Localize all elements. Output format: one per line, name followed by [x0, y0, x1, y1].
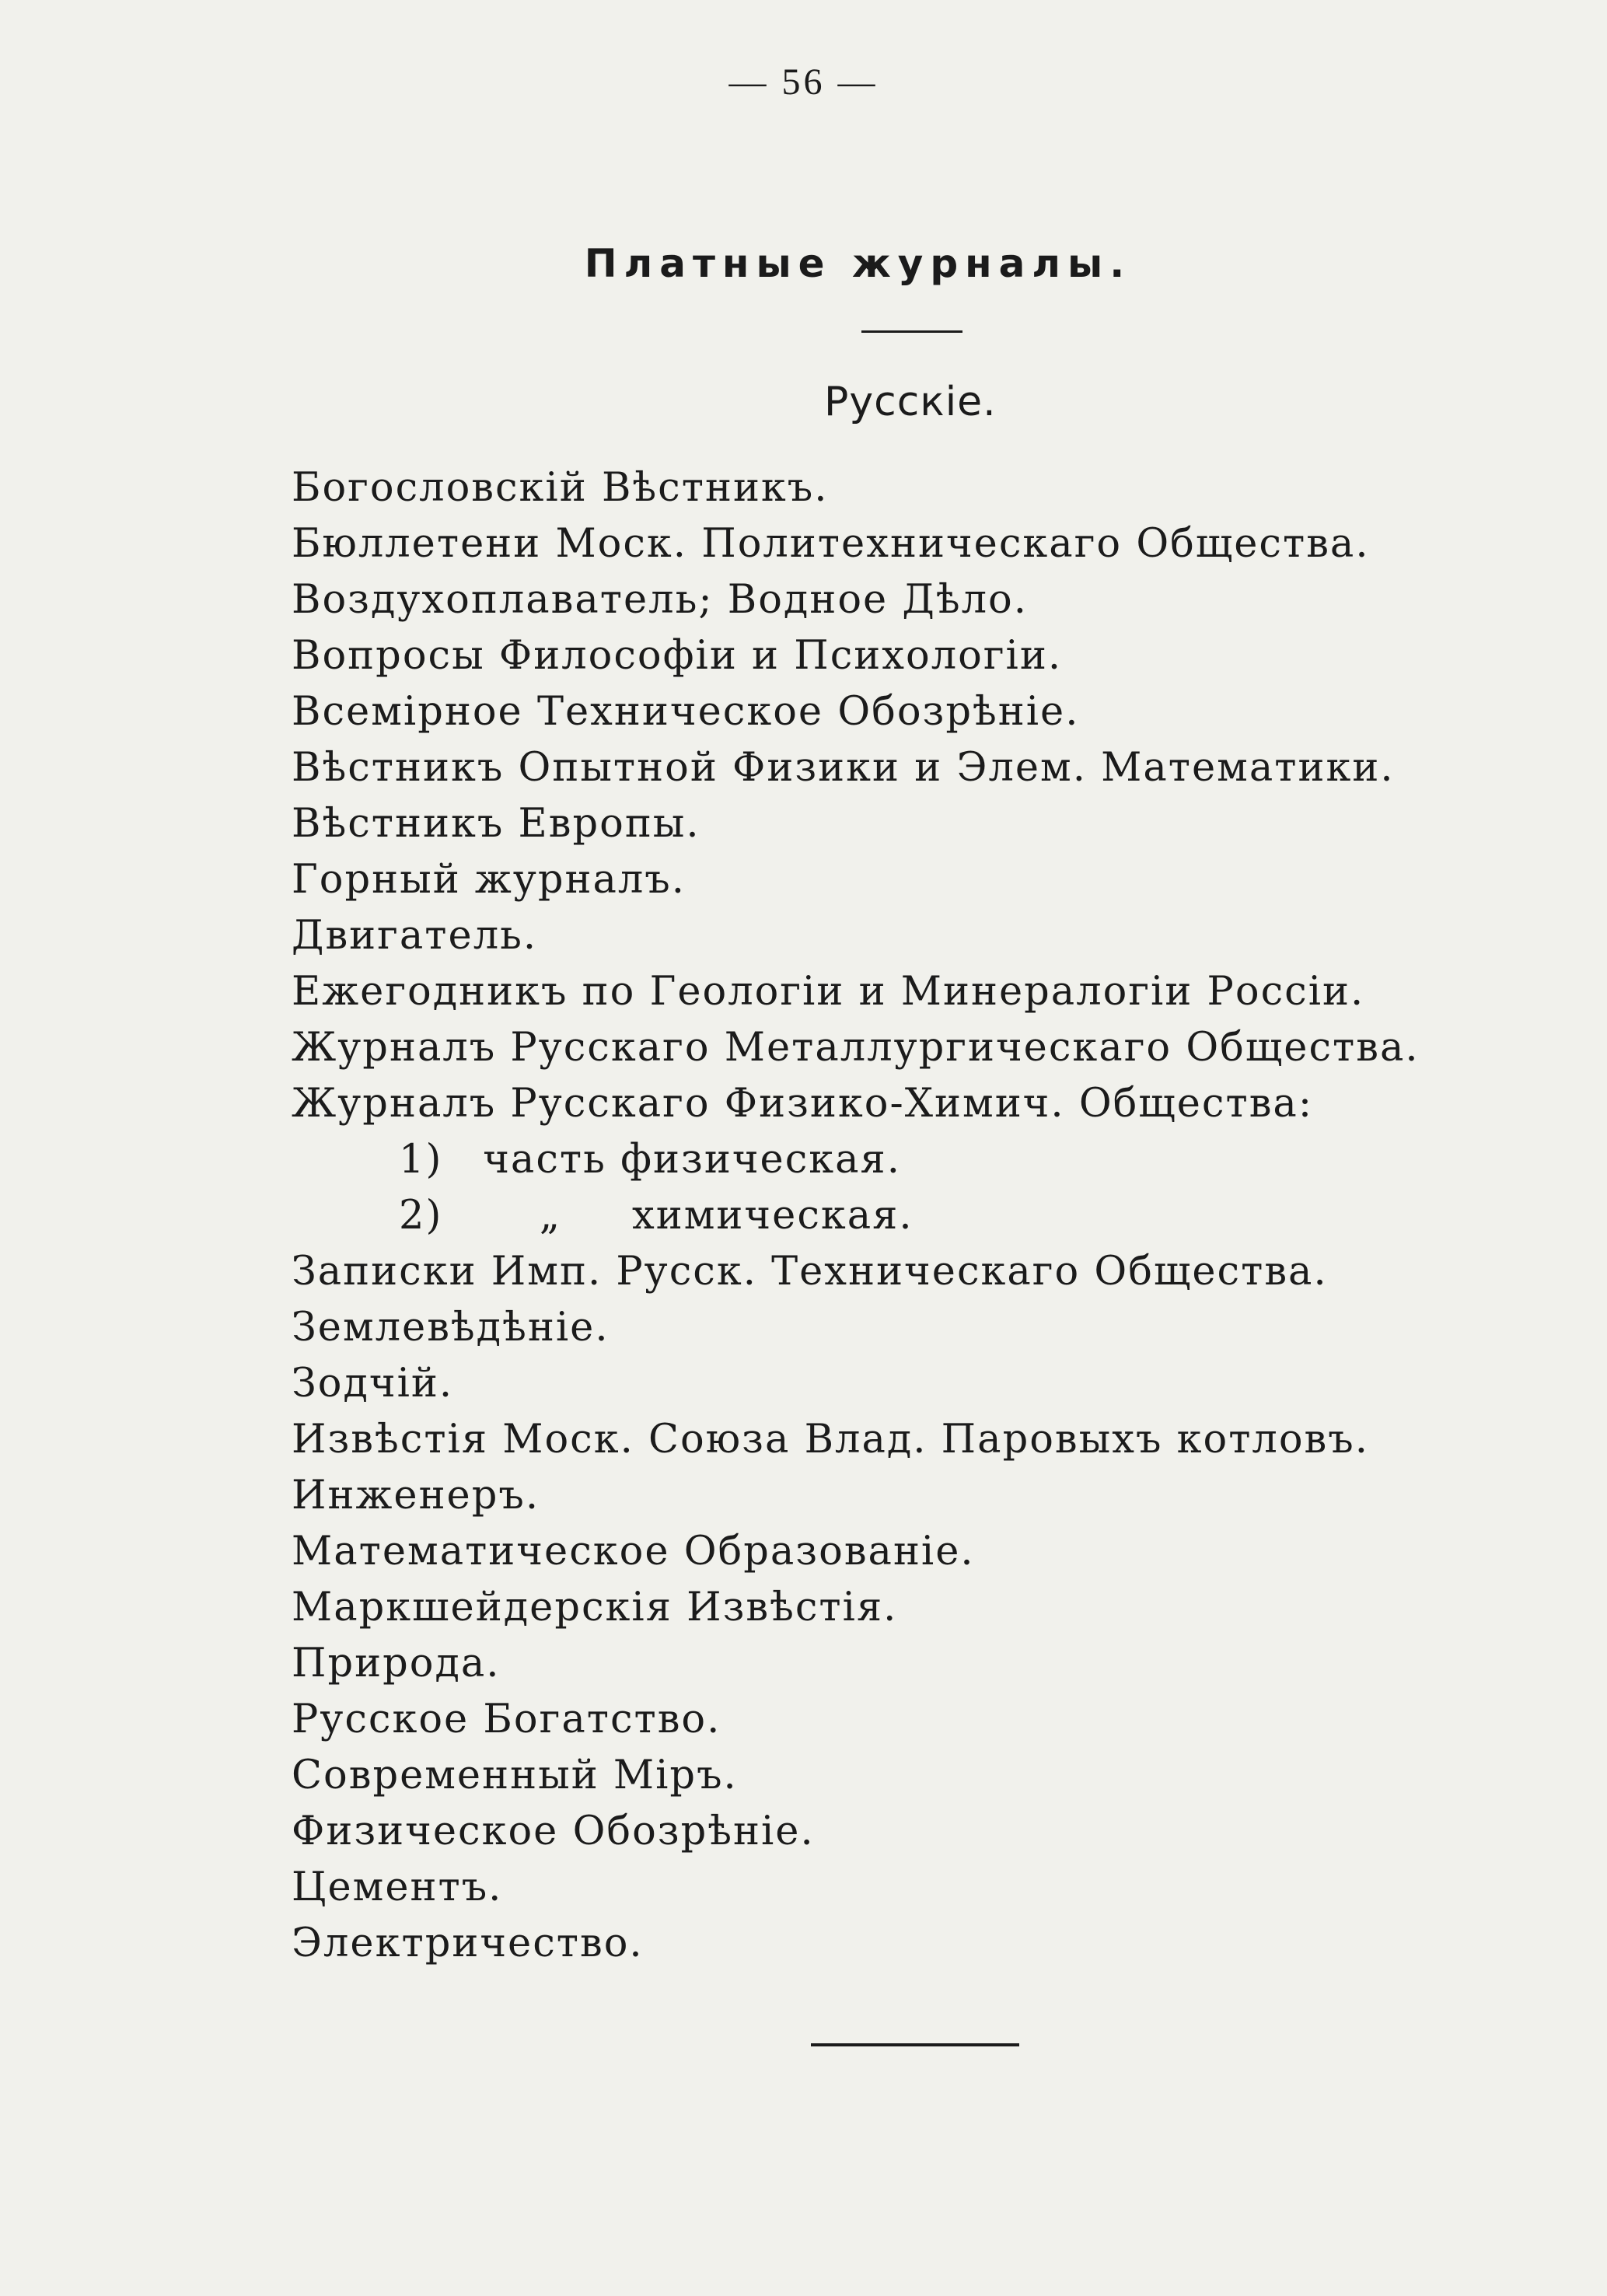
- sub-list-item: [292, 1132, 1574, 1188]
- list-item: Маркшейдерскія Извѣстія.: [292, 1585, 898, 1630]
- list-item: Зодчій.: [292, 1361, 454, 1407]
- list-item: Бюллетени Моск. Политехническаго Общества.: [292, 521, 1370, 567]
- list-item: Ежегодникъ по Геологіи и Минералогіи Россіи.: [292, 969, 1365, 1015]
- list-item: Извѣстія Моск. Союза Влад. Паровыхъ котловъ.: [292, 1417, 1369, 1463]
- list-item: Журналъ Русскаго Физико-Химич. Общества:: [292, 1081, 1314, 1127]
- ditto-mark: „: [539, 1193, 562, 1239]
- section-heading: Русскіе.: [824, 379, 997, 425]
- list-item: Инженеръ.: [292, 1473, 540, 1518]
- list-item: Цементъ.: [292, 1864, 503, 1910]
- list-item: Математическое Образованіе.: [292, 1529, 975, 1574]
- list-item: Двигатель.: [292, 913, 538, 959]
- list-item: Землевѣдѣніе.: [292, 1305, 610, 1351]
- journal-list: [292, 460, 1574, 1972]
- list-item: Вѣстникъ Европы.: [292, 801, 700, 847]
- title-divider: [861, 330, 962, 333]
- list-item: Современный Міръ.: [292, 1753, 738, 1798]
- list-item: Воздухоплаватель; Водное Дѣло.: [292, 577, 1028, 623]
- list-item: Электричество.: [292, 1920, 644, 1966]
- list-item: Всемірное Техническое Обозрѣніе.: [292, 689, 1080, 735]
- sub-item-text: химическая.: [632, 1193, 914, 1239]
- list-item: Журналъ Русскаго Металлургическаго Общества.: [292, 1025, 1420, 1071]
- end-divider: [811, 2043, 1019, 2046]
- list-item: Природа.: [292, 1641, 501, 1686]
- list-item: Вопросы Философіи и Психологіи.: [292, 633, 1063, 679]
- sub-item-marker: 2): [399, 1193, 443, 1239]
- sub-item-marker: 1): [399, 1137, 443, 1183]
- list-item: Горный журналъ.: [292, 857, 686, 903]
- sub-list-item: [292, 1188, 1574, 1244]
- sub-item-text: часть физическая.: [483, 1137, 901, 1183]
- list-item: Русское Богатство.: [292, 1697, 721, 1742]
- list-item: Записки Имп. Русск. Техническаго Общества.: [292, 1249, 1328, 1295]
- list-item: Богословскій Вѣстникъ.: [292, 465, 829, 511]
- list-item: Вѣстникъ Опытной Физики и Элем. Математики.: [292, 745, 1395, 791]
- page-title: Платные журналы.: [584, 241, 1132, 286]
- list-item: Физическое Обозрѣніе.: [292, 1808, 815, 1854]
- page-number: — 56 —: [728, 61, 879, 103]
